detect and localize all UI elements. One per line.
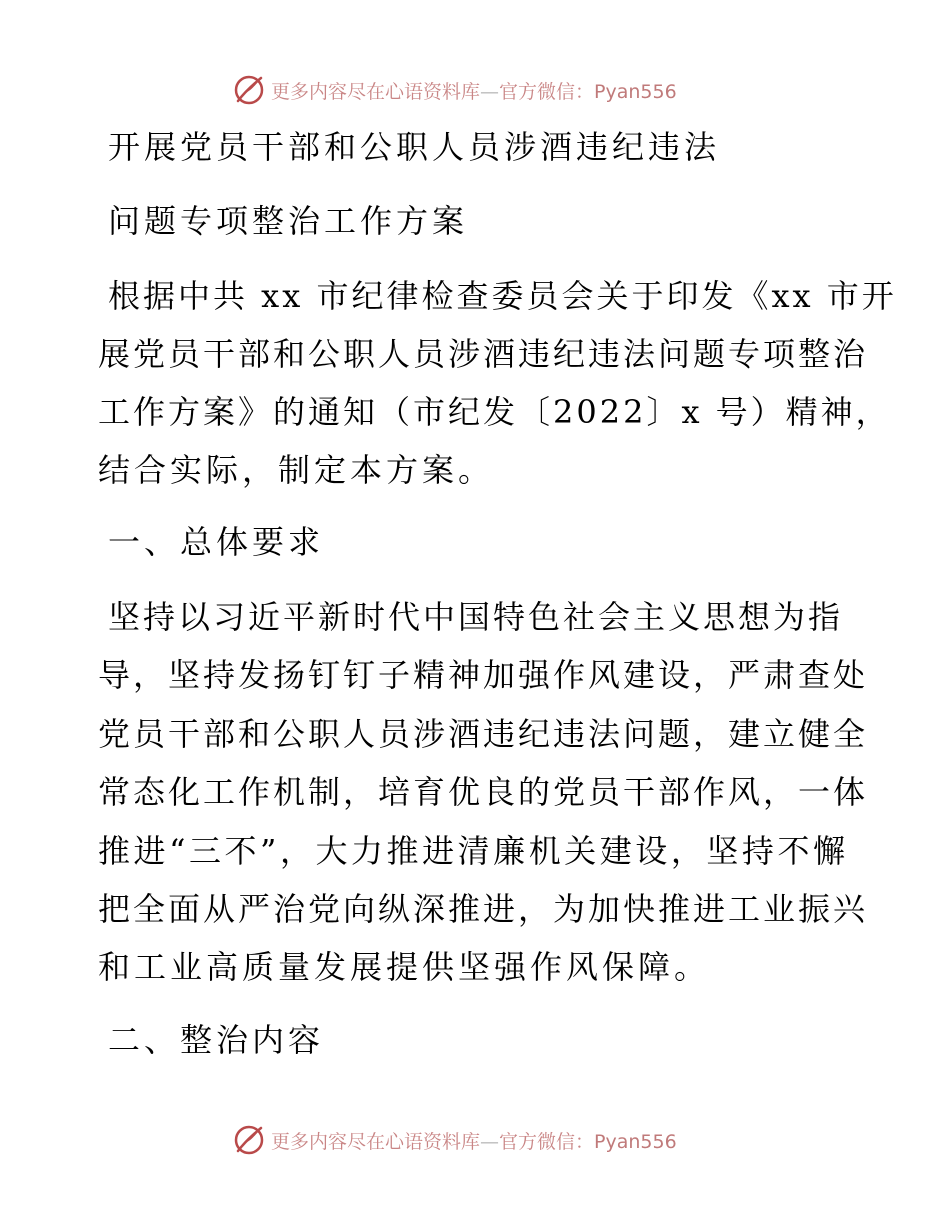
watermark-wechat-id: Pyan556	[594, 1130, 677, 1153]
intro-paragraph-line-3: 工作方案》的通知（市纪发〔2022〕x 号）精神，	[98, 393, 891, 431]
watermark-text	[271, 1127, 677, 1154]
intro-paragraph-line-4: 结合实际，制定本方案。	[98, 451, 495, 489]
watermark-wechat-label: 官方微信：	[499, 80, 595, 103]
quill-logo-icon	[232, 73, 266, 107]
watermark-dash: —	[480, 80, 500, 103]
section1-line-2: 导，坚持发扬钉钉子精神加强作风建设，严肃查处	[98, 656, 869, 694]
watermark-text-cn: 更多内容尽在心语资料库	[271, 1130, 481, 1153]
section-heading-2: 二、整治内容	[108, 1021, 325, 1059]
section1-line-5: 推进“三不”，大力推进清廉机关建设，坚持不懈	[98, 832, 848, 870]
section1-line-7: 和工业高质量发展提供坚强作风保障。	[98, 948, 711, 986]
watermark-text-cn: 更多内容尽在心语资料库	[271, 80, 481, 103]
section1-line-3: 党员干部和公职人员涉酒违纪违法问题，建立健全	[98, 715, 869, 753]
quill-logo-icon	[232, 1123, 266, 1157]
section1-line-4: 常态化工作机制，培育优良的党员干部作风，一体	[98, 773, 869, 811]
intro-paragraph-line-2: 展党员干部和公职人员涉酒违纪违法问题专项整治	[98, 335, 869, 373]
watermark-wechat-label: 官方微信：	[499, 1130, 595, 1153]
section1-line-1: 坚持以习近平新时代中国特色社会主义思想为指	[108, 598, 844, 636]
section1-line-6: 把全面从严治党向纵深推进，为加快推进工业振兴	[98, 890, 869, 928]
section-heading-1: 一、总体要求	[108, 523, 325, 561]
intro-paragraph-line-1: 根据中共 xx 市纪律检查委员会关于印发《xx 市开	[108, 277, 897, 315]
watermark-dash: —	[480, 1130, 500, 1153]
watermark-text	[271, 77, 677, 104]
watermark-banner-bottom	[232, 1120, 677, 1160]
watermark-banner-top	[232, 70, 677, 110]
watermark-wechat-id: Pyan556	[594, 80, 677, 103]
doc-title-line-2: 问题专项整治工作方案	[108, 202, 469, 240]
doc-title-line-1: 开展党员干部和公职人员涉酒违纪违法	[108, 128, 721, 166]
